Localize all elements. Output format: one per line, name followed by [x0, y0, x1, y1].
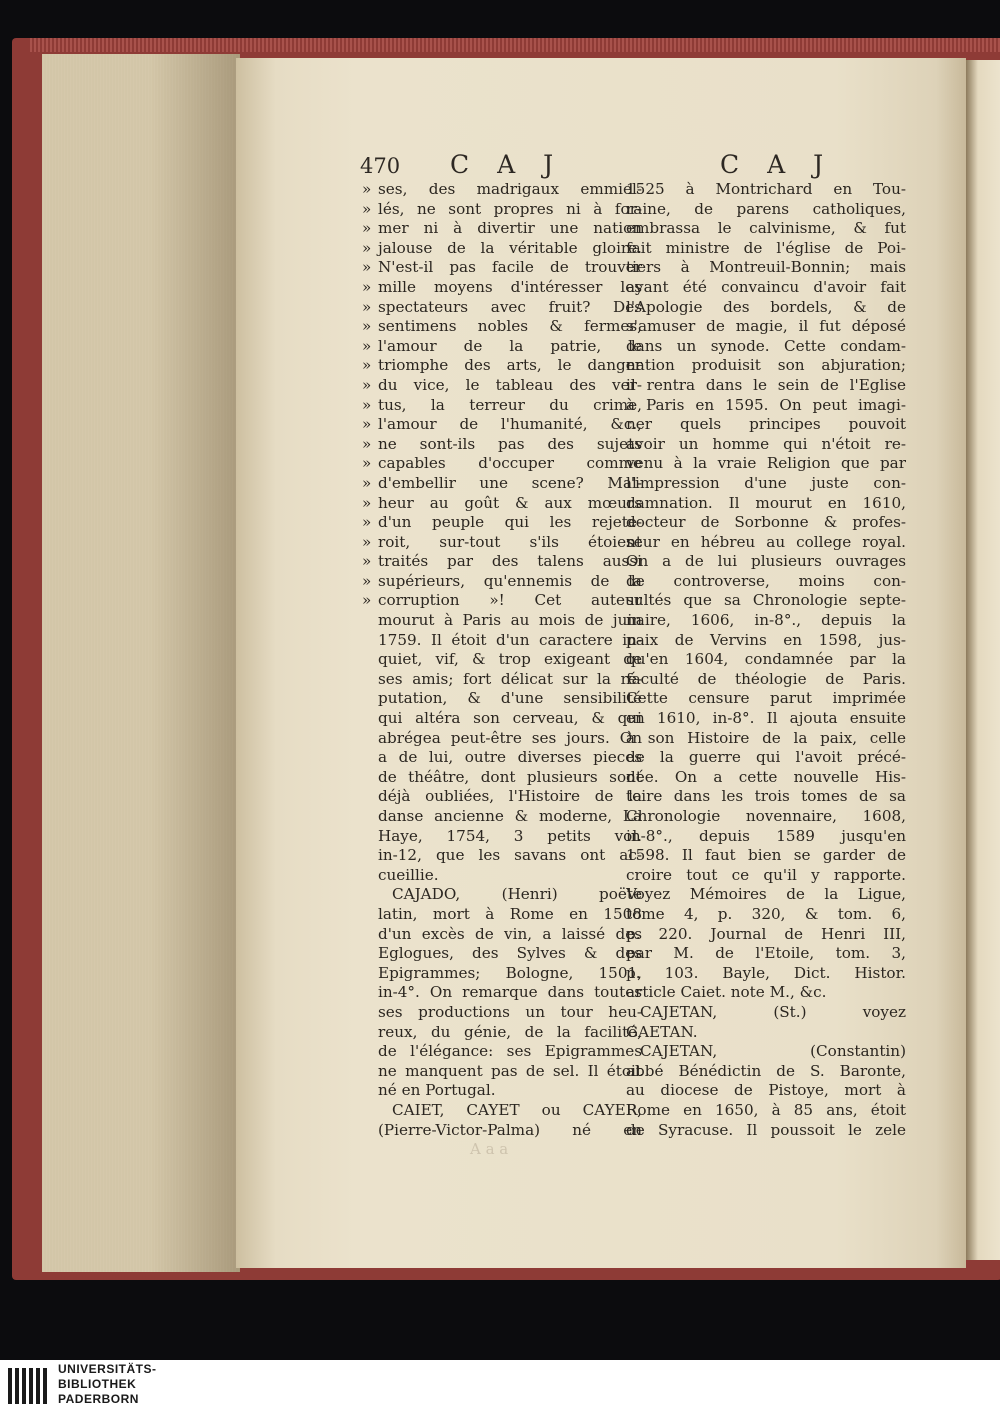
line-text: du vice, le tableau des ver- [378, 375, 642, 394]
line-text: à Paris en 1595. On peut imagi- [626, 395, 906, 414]
text-line [362, 1081, 642, 1101]
line-text: damnation. Il mourut en 1610, [626, 493, 906, 512]
text-line [626, 670, 906, 690]
text-line [626, 944, 906, 964]
line-text: d'un peuple qui les rejete- [378, 513, 642, 532]
library-name-line1: UNIVERSITÄTS- [58, 1362, 157, 1376]
text-line [626, 396, 906, 416]
text-line [362, 964, 642, 984]
line-text: Eglogues, des Sylves & des [378, 944, 642, 963]
text-line [626, 494, 906, 514]
line-text: CAIET, CAYET ou CAYER, [392, 1100, 642, 1119]
text-line [626, 650, 906, 670]
text-line [362, 748, 642, 768]
text-line [362, 396, 642, 416]
text-line [626, 200, 906, 220]
line-text: reux, du génie, de la facilité, [378, 1022, 642, 1041]
text-line [362, 885, 642, 905]
text-line [626, 219, 906, 239]
text-line [362, 709, 642, 729]
text-line [626, 258, 906, 278]
line-text: danse ancienne & moderne, La [378, 807, 642, 825]
line-text: CAJADO, (Henri) poëte [392, 885, 642, 904]
page-number: 470 [360, 154, 401, 178]
text-line [362, 180, 642, 200]
line-text: 1525 à Montrichard en Tou- [626, 180, 906, 198]
text-line [626, 1121, 906, 1141]
line-text: in-8°., depuis 1589 jusqu'en [626, 826, 906, 845]
quote-mark: » [362, 454, 372, 473]
text-line [362, 905, 642, 925]
text-line [626, 905, 906, 925]
line-text: tome 4, p. 320, & tom. 6, [626, 904, 906, 923]
line-text: par M. de l'Etoile, tom. 3, [626, 944, 906, 963]
quote-mark: » [362, 395, 372, 414]
text-line [626, 1023, 906, 1043]
text-line [626, 572, 906, 592]
line-text: déjà oubliées, l'Histoire de la [378, 787, 642, 806]
text-line [626, 885, 906, 905]
text-line [362, 356, 642, 376]
line-text: 1759. Il étoit d'un caractere in- [378, 630, 642, 649]
line-text: GAETAN. [626, 1022, 698, 1041]
text-line [626, 435, 906, 455]
quote-mark: » [362, 532, 372, 551]
line-text: in-4°. On remarque dans toutes [378, 983, 642, 1002]
text-line [626, 1081, 906, 1101]
quote-mark: » [362, 493, 372, 512]
text-line [626, 298, 906, 318]
text-line [626, 356, 906, 376]
text-line [626, 474, 906, 494]
line-text: de l'élégance: ses Epigrammes [378, 1042, 642, 1061]
text-line [362, 278, 642, 298]
line-text: sentimens nobles & fermes, [378, 317, 642, 336]
text-line [362, 435, 642, 455]
line-text: p. 103. Bayle, Dict. Histor. [626, 963, 906, 982]
text-line [362, 944, 642, 964]
library-name [58, 1362, 258, 1407]
text-line [626, 415, 906, 435]
text-line [362, 474, 642, 494]
text-line [626, 807, 906, 827]
line-text: fait ministre de l'église de Poi- [626, 238, 906, 257]
text-line [626, 180, 906, 200]
text-column-left [362, 180, 642, 1140]
line-text: CAJETAN, (St.) voyez [640, 1002, 906, 1021]
text-line [362, 827, 642, 847]
text-line [626, 689, 906, 709]
running-head [360, 150, 920, 184]
line-text: latin, mort à Rome en 1508 [378, 904, 642, 923]
line-text: à son Histoire de la paix, celle [626, 728, 906, 747]
line-text: ne manquent pas de sel. Il étoit [378, 1061, 642, 1080]
line-text: croire tout ce qu'il y rapporte. [626, 865, 906, 884]
text-line [626, 591, 906, 611]
text-line [626, 1062, 906, 1082]
line-text: raine, de parens catholiques, [626, 199, 906, 218]
text-line [362, 1042, 642, 1062]
line-text: nation produisit son abjuration; [626, 356, 906, 375]
text-line [626, 1003, 906, 1023]
line-text: l'Apologie des bordels, & de [626, 297, 906, 316]
line-text: ses productions un tour heu- [378, 1002, 642, 1021]
text-line [626, 748, 906, 768]
line-text: s'amuser de magie, il fut déposé [626, 317, 906, 336]
text-line [362, 650, 642, 670]
facing-page-sliver [966, 60, 1000, 1260]
line-text: abbé Bénédictin de S. Baronte, [626, 1061, 906, 1080]
text-line [362, 1101, 642, 1121]
library-logo-icon [6, 1364, 50, 1408]
line-text: l'impression d'une juste con- [626, 473, 906, 492]
text-line [626, 317, 906, 337]
text-line [626, 552, 906, 572]
line-text: Voyez Mémoires de la Ligue, [626, 885, 906, 904]
text-line [626, 768, 906, 788]
text-line [626, 964, 906, 984]
text-line [362, 983, 642, 1003]
line-text: p. 220. Journal de Henri III, [626, 924, 906, 943]
line-text: mer ni à divertir une nation [378, 219, 642, 238]
line-text: de controverse, moins con- [626, 571, 906, 590]
quote-mark: » [362, 591, 372, 610]
quote-mark: » [362, 434, 372, 453]
text-line [362, 494, 642, 514]
quote-mark: » [362, 552, 372, 571]
text-line [362, 925, 642, 945]
line-text: l'amour de l'humanité, &c., [378, 415, 642, 434]
quote-mark: » [362, 199, 372, 218]
text-line [626, 454, 906, 474]
text-line [626, 1101, 906, 1121]
line-text: paix de Vervins en 1598, jus- [626, 630, 906, 649]
line-text: supérieurs, qu'ennemis de la [378, 571, 642, 590]
text-line [362, 1062, 642, 1082]
signature-mark: A a a [470, 1140, 509, 1158]
text-line [626, 376, 906, 396]
line-text: putation, & d'une sensibilité [378, 689, 642, 708]
text-line [362, 298, 642, 318]
text-line [362, 239, 642, 259]
text-line [362, 376, 642, 396]
quote-mark: » [362, 238, 372, 257]
text-line [626, 729, 906, 749]
quote-mark: » [362, 473, 372, 492]
text-line [362, 787, 642, 807]
line-text: quiet, vif, & trop exigeant de [378, 650, 642, 669]
text-line [626, 278, 906, 298]
book-cover-headband [30, 38, 1000, 52]
text-line [362, 768, 642, 788]
line-text: de Syracuse. Il poussoit le zele [626, 1120, 906, 1139]
line-text: N'est-il pas facile de trouver [378, 258, 642, 277]
text-line [362, 591, 642, 611]
text-column-right [626, 180, 906, 1140]
line-text: ner quels principes pouvoit [626, 415, 906, 434]
quote-mark: » [362, 415, 372, 434]
line-text: toire dans les trois tomes de sa [626, 787, 906, 806]
line-text: (Pierre-Victor-Palma) né en [378, 1120, 642, 1139]
line-text: embrassa le calvinisme, & fut [626, 219, 906, 238]
quote-mark: » [362, 375, 372, 394]
text-line [362, 866, 642, 886]
line-text: dans un synode. Cette condam- [626, 336, 906, 355]
text-line [362, 552, 642, 572]
line-text: au diocese de Pistoye, mort à [626, 1081, 906, 1100]
line-text: tus, la terreur du crime, [378, 395, 642, 414]
line-text: il rentra dans le sein de l'Eglise [626, 375, 906, 394]
line-text: ses, des madrigaux emmiel- [378, 180, 642, 198]
library-name-line2: BIBLIOTHEK [58, 1377, 137, 1391]
text-line [362, 1003, 642, 1023]
line-text: faculté de théologie de Paris. [626, 669, 906, 688]
quote-mark: » [362, 277, 372, 296]
line-text: qui altéra son cerveau, & qui [378, 709, 642, 728]
line-text: article Caiet. note M., &c. [626, 983, 827, 1002]
text-line [362, 317, 642, 337]
text-line [626, 709, 906, 729]
text-line [626, 787, 906, 807]
running-head-right: C A J [720, 150, 834, 179]
line-text: seur en hébreu au college royal. [626, 532, 906, 551]
line-text: venu à la vraie Religion que par [626, 454, 906, 473]
text-line [626, 611, 906, 631]
line-text: a de lui, outre diverses pieces [378, 748, 642, 767]
text-line [362, 454, 642, 474]
text-line [626, 533, 906, 553]
text-line [362, 337, 642, 357]
quote-mark: » [362, 219, 372, 238]
text-line [362, 631, 642, 651]
quote-mark: » [362, 317, 372, 336]
quote-mark: » [362, 356, 372, 375]
line-text: mille moyens d'intéresser les [378, 277, 642, 296]
line-text: de théâtre, dont plusieurs sont [378, 767, 642, 786]
line-text: Cette censure parut imprimée [626, 689, 906, 708]
line-text: ses amis; fort délicat sur la ré- [378, 669, 642, 688]
text-line [626, 1042, 906, 1062]
line-text: Rome en 1650, à 85 ans, étoit [626, 1100, 906, 1119]
line-text: capables d'occuper comme [378, 454, 642, 473]
line-text: CAJETAN, (Constantin) [640, 1042, 906, 1061]
line-text: tiers à Montreuil-Bonnin; mais [626, 258, 906, 277]
text-line [362, 219, 642, 239]
line-text: On a de lui plusieurs ouvrages [626, 552, 906, 571]
line-text: ne sont-ils pas des sujets [378, 434, 642, 453]
text-line [626, 866, 906, 886]
text-line [362, 415, 642, 435]
line-text: 1598. Il faut bien se garder de [626, 846, 906, 865]
line-text: docteur de Sorbonne & profes- [626, 513, 906, 532]
line-text: de la guerre qui l'avoit précé- [626, 748, 906, 767]
line-text: traités par des talens aussi [378, 552, 642, 571]
text-line [362, 533, 642, 553]
line-text: Chronologie novennaire, 1608, [626, 807, 906, 825]
quote-mark: » [362, 297, 372, 316]
text-line [362, 611, 642, 631]
line-text: Haye, 1754, 3 petits vol. [378, 826, 642, 845]
line-text: lés, ne sont propres ni à for- [378, 199, 642, 218]
line-text: sultés que sa Chronologie septe- [626, 591, 906, 610]
text-line [626, 925, 906, 945]
line-text: spectateurs avec fruit? Des [378, 297, 642, 316]
quote-mark: » [362, 180, 372, 198]
line-text: avoir un homme qui n'étoit re- [626, 434, 906, 453]
line-text: in-12, que les savans ont ac- [378, 846, 642, 865]
quote-mark: » [362, 513, 372, 532]
line-text: corruption »! Cet auteur [378, 591, 642, 610]
text-line [362, 513, 642, 533]
quote-mark: » [362, 258, 372, 277]
text-line [362, 729, 642, 749]
line-text: Epigrammes; Bologne, 1501, [378, 963, 642, 982]
line-text: jalouse de la véritable gloire. [378, 238, 642, 257]
text-line [626, 239, 906, 259]
line-text: abrégea peut-être ses jours. On [378, 728, 642, 747]
text-line [362, 670, 642, 690]
text-line [626, 983, 906, 1003]
text-line [362, 258, 642, 278]
text-line [362, 846, 642, 866]
quote-mark: » [362, 336, 372, 355]
line-text: heur au goût & aux mœurs [378, 493, 642, 512]
line-text: l'amour de la patrie, le [378, 336, 642, 355]
text-line [362, 572, 642, 592]
text-line [362, 200, 642, 220]
line-text: qu'en 1604, condamnée par la [626, 650, 906, 669]
text-line [362, 1023, 642, 1043]
text-line [362, 689, 642, 709]
text-line [626, 337, 906, 357]
line-text: dée. On a cette nouvelle His- [626, 767, 906, 786]
line-text: cueillie. [378, 865, 439, 884]
line-text: d'embellir une scene? Mal- [378, 473, 642, 492]
library-name-line3: PADERBORN [58, 1392, 139, 1406]
page-gutter-shadow [150, 54, 240, 1272]
line-text: ayant été convaincu d'avoir fait [626, 277, 906, 296]
line-text: en 1610, in-8°. Il ajouta ensuite [626, 709, 906, 728]
line-text: mourut à Paris au mois de juin [378, 611, 642, 630]
text-line [626, 827, 906, 847]
line-text: naire, 1606, in-8°., depuis la [626, 611, 906, 630]
text-line [626, 513, 906, 533]
text-line [626, 846, 906, 866]
text-line [362, 1121, 642, 1141]
quote-mark: » [362, 571, 372, 590]
line-text: d'un excès de vin, a laissé des [378, 924, 642, 943]
line-text: roit, sur-tout s'ils étoient [378, 532, 642, 551]
line-text: né en Portugal. [378, 1081, 496, 1100]
line-text: triomphe des arts, le danger [378, 356, 642, 375]
text-line [362, 807, 642, 827]
text-line [626, 631, 906, 651]
running-head-left: C A J [450, 150, 564, 179]
